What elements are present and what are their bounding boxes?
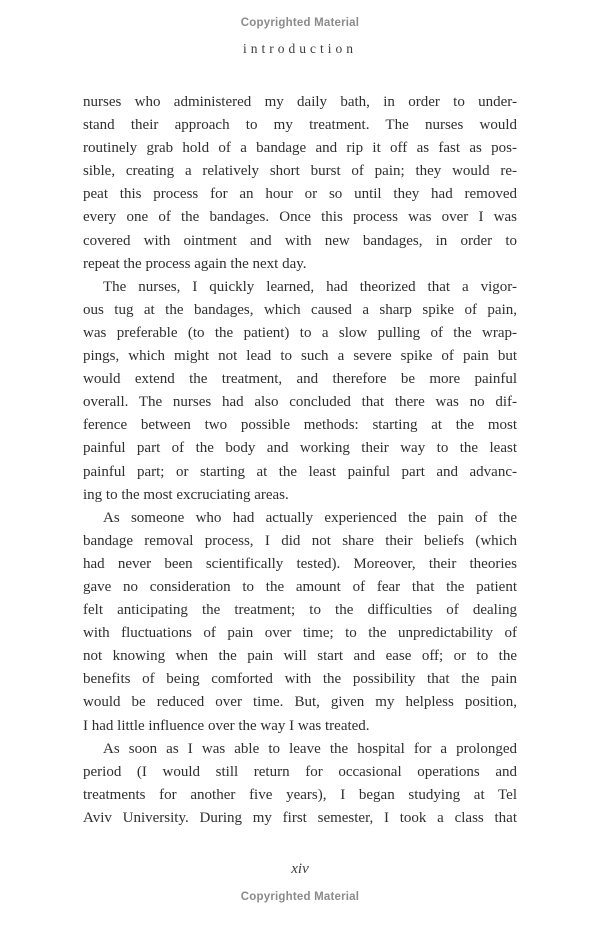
text-line: felt anticipating the treatment; to the difficulties of dealing — [83, 602, 517, 619]
text-line: would extend the treatment, and therefore be more painful — [83, 371, 517, 388]
paragraph — [83, 507, 517, 738]
text-line: As soon as I was able to leave the hospital for a prolonged — [103, 740, 517, 757]
text-line: would be reduced over time. But, given my helpless position, — [83, 694, 517, 711]
text-line: repeat the process again the next day. — [83, 255, 307, 272]
copyright-watermark-top: Copyrighted Material — [240, 17, 360, 29]
text-line: benefits of being comforted with the possibility that the pain — [83, 671, 517, 688]
text-line: painful part of the body and working their way to the least — [83, 440, 517, 457]
text-line: bandage removal process, I did not share their beliefs (which — [83, 532, 517, 549]
text-line: had never been scientifically tested). Moreover, their theories — [83, 555, 517, 572]
text-line: painful part; or starting at the least painful part and advanc- — [83, 463, 517, 480]
text-line: was preferable (to the patient) to a slow pulling of the wrap- — [83, 324, 517, 341]
text-line: overall. The nurses had also concluded that there was no dif- — [83, 394, 517, 411]
text-line: nurses who administered my daily bath, in order to under- — [83, 94, 517, 110]
paragraph — [83, 738, 517, 830]
text-line: pings, which might not lead to such a severe spike of pain but — [83, 348, 517, 365]
text-line: with fluctuations of pain over time; to the unpredictability of — [83, 625, 517, 642]
text-line: gave no consideration to the amount of fear that the patient — [83, 578, 517, 595]
text-line: Aviv University. During my first semester, I took a class that — [83, 809, 517, 826]
paragraph — [83, 276, 517, 507]
chapter-heading: introduction — [243, 41, 357, 56]
text-line: stand their approach to my treatment. The nurses would — [83, 117, 517, 134]
text-line: ference between two possible methods: starting at the most — [83, 417, 517, 434]
text-line: sible, creating a relatively short burst of pain; they would re- — [83, 163, 517, 180]
text-line: peat this process for an hour or so until they had removed — [83, 186, 517, 203]
body-text — [83, 91, 517, 830]
text-line: not knowing when the pain will start and ease off; or to the — [83, 648, 517, 665]
text-line: routinely grab hold of a bandage and rip it off as fast as pos- — [83, 140, 517, 157]
text-line: I had little influence over the way I was treated. — [83, 717, 370, 734]
copyright-watermark-bottom: Copyrighted Material — [240, 891, 360, 903]
text-line: As someone who had actually experienced the pain of the — [103, 509, 517, 526]
text-line: The nurses, I quickly learned, had theorized that a vigor- — [103, 278, 517, 295]
text-line: treatments for another five years), I began studying at Tel — [83, 786, 517, 803]
text-line: covered with ointment and with new bandages, in order to — [83, 232, 517, 249]
paragraph — [83, 91, 517, 276]
text-line: every one of the bandages. Once this process was over I was — [83, 209, 517, 226]
page-number: xiv — [291, 861, 309, 877]
text-line: ous tug at the bandages, which caused a sharp spike of pain, — [83, 301, 517, 318]
text-line: ing to the most excruciating areas. — [83, 486, 289, 503]
text-line: period (I would still return for occasional operations and — [83, 763, 517, 780]
